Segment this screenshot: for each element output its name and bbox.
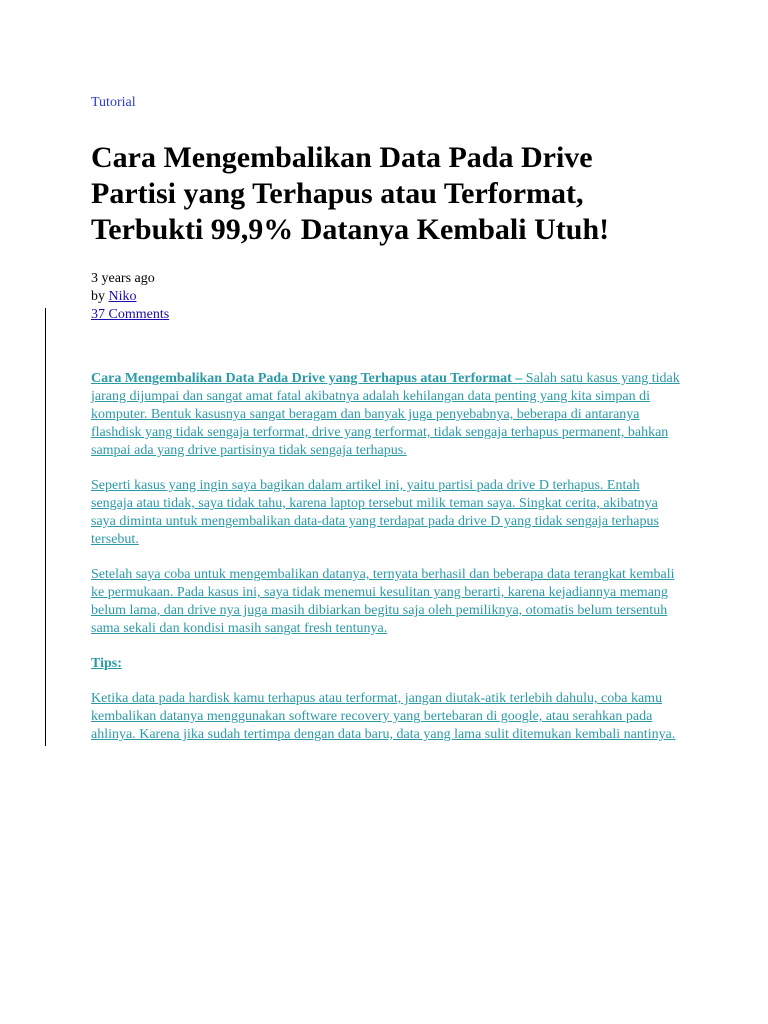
paragraph-intro[interactable] bbox=[91, 370, 681, 460]
article-title: Cara Mengembalikan Data Pada Drive Partisi yang Terhapus atau Terformat, Terbukti 99,9% Datanya Kembali Utuh! bbox=[91, 141, 610, 246]
left-margin-rule bbox=[45, 308, 46, 746]
post-time: 3 years ago bbox=[91, 271, 155, 286]
category-link-tutorial[interactable]: Tutorial bbox=[91, 95, 136, 110]
by-label: by bbox=[91, 289, 105, 304]
byline bbox=[91, 288, 681, 306]
paragraph-case[interactable]: Seperti kasus yang ingin saya bagikan dalam artikel ini, yaitu partisi pada drive D terhapus. Entah sengaja atau tidak, saya tidak tahu, karena laptop tersebut milik teman saya. Singkat cerita, akibatnya saya diminta untuk mengembalikan data-data yang terdapat pada drive D yang tidak sengaja terhapus tersebut. bbox=[91, 478, 659, 547]
author-link[interactable]: Niko bbox=[108, 289, 137, 304]
paragraph-tips[interactable]: Ketika data pada hardisk kamu terhapus atau terformat, jangan diutak-atik terlebih dahulu, coba kamu kembalikan datanya menggunakan software recovery yang bertebaran di google, atau serahkan pada ahlinya. Karena jika sudah tertimpa dengan data baru, data yang lama sulit ditemukan kembali nantinya. bbox=[91, 691, 676, 742]
article-meta bbox=[91, 270, 681, 324]
paragraph-result[interactable]: Setelah saya coba untuk mengembalikan datanya, ternyata berhasil dan beberapa data terangkat kembali ke permukaan. Pada kasus ini, saya tidak menemui kesulitan yang berarti, karena kejadiannya memang belum lama, dan drive nya juga masih dibiarkan begitu saja oleh pemiliknya, otomatis belum tersentuh sama sekali dan kondisi masih sangat fresh tentunya. bbox=[91, 567, 675, 636]
article-page bbox=[91, 93, 681, 761]
tips-heading[interactable]: Tips: bbox=[91, 656, 122, 671]
intro-body-text: Salah satu kasus yang tidak jarang dijumpai dan sangat amat fatal akibatnya adalah kehilangan data penting yang kita simpan di komputer. Bentuk kasusnya sangat beragam dan banyak juga penyebabnya, beberapa di antaranya flashdisk yang tidak sengaja terformat, drive yang terformat, tidak sengaja terhapus permanent, bahkan sampai ada yang drive partisinya tidak sengaja terhapus. bbox=[91, 371, 680, 458]
comments-link[interactable]: 37 Comments bbox=[91, 307, 170, 322]
intro-lead-text: Cara Mengembalikan Data Pada Drive yang Terhapus atau Terformat – bbox=[91, 371, 523, 386]
article-body bbox=[91, 370, 681, 744]
